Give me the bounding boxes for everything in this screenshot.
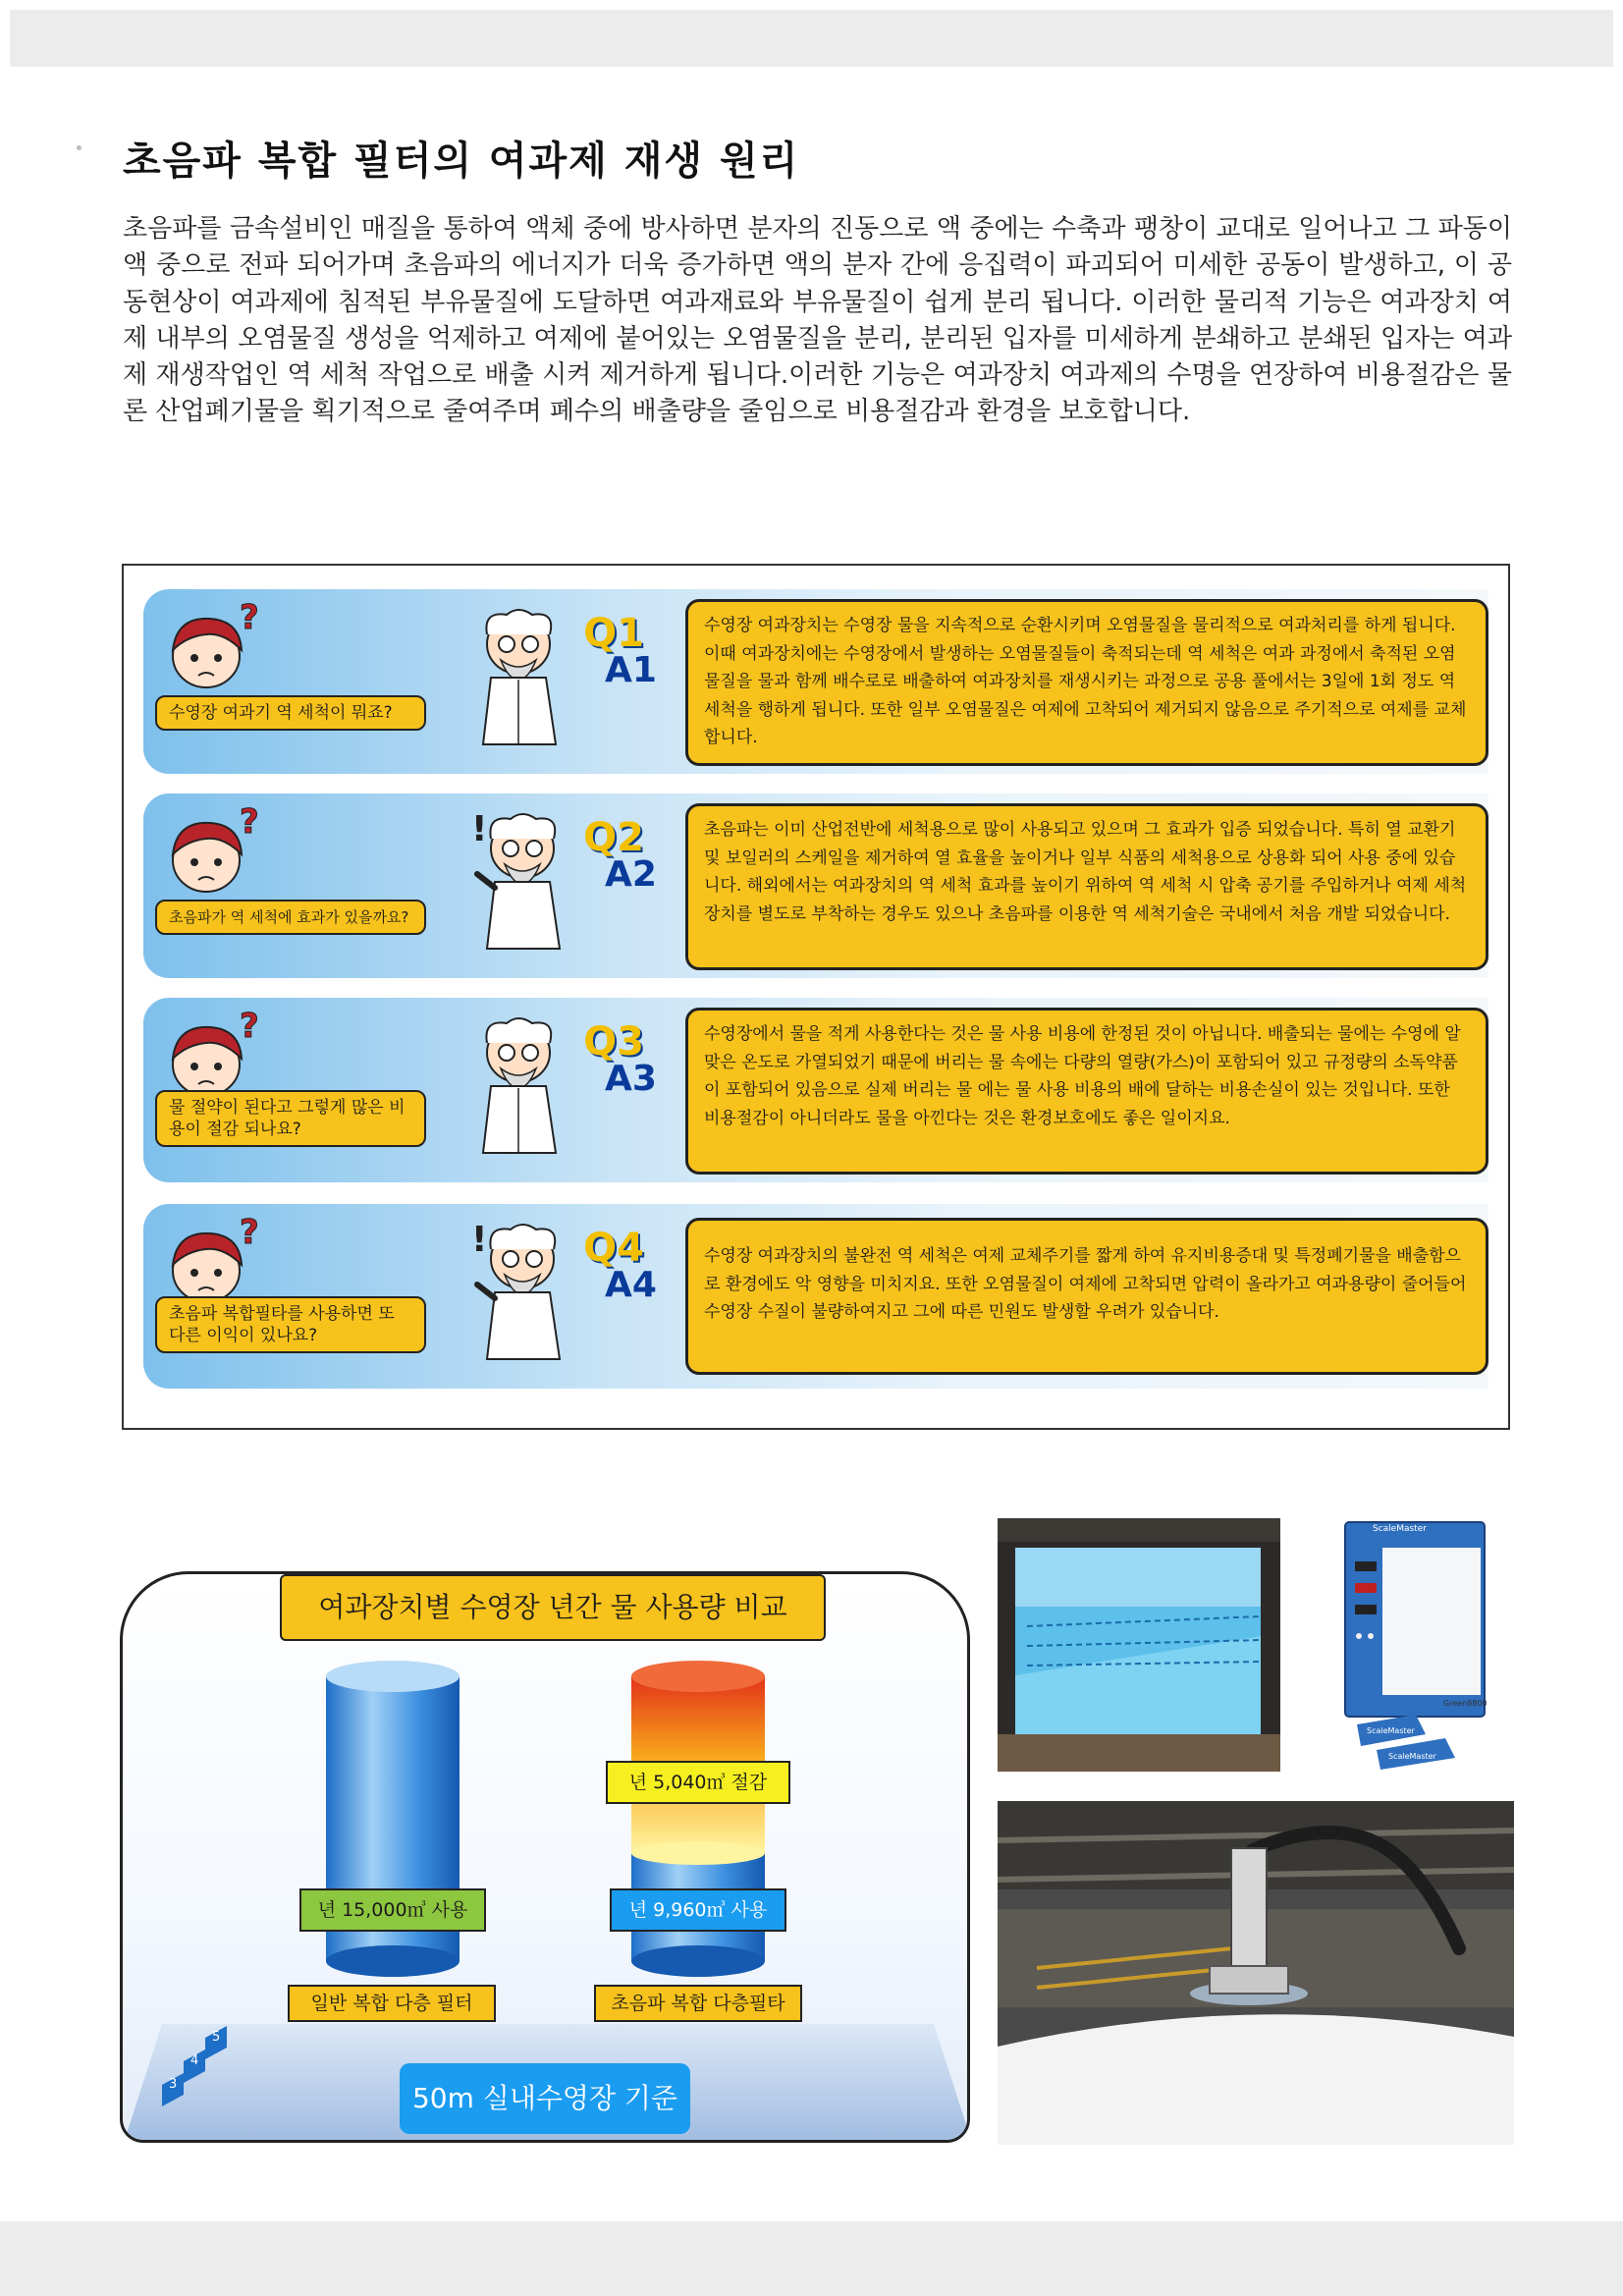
- qa-section: [122, 564, 1510, 1430]
- probe-label: ScaleMaster: [1367, 1726, 1415, 1735]
- svg-text:?: ?: [240, 1214, 259, 1252]
- doctor-pointing-icon: [467, 805, 575, 953]
- scan-edge-top: [10, 10, 1613, 67]
- brand-label: ScaleMaster: [1373, 1524, 1427, 1534]
- water-usage-comparison: [120, 1571, 970, 2143]
- cylinder-graphics: [123, 1574, 970, 2143]
- pool-window-photo: [998, 1518, 1280, 1772]
- qa-row-3: [143, 998, 1488, 1182]
- girl-question-icon: [155, 599, 273, 693]
- qa-row-2: [143, 793, 1488, 978]
- transducer-install-image: [998, 1801, 1514, 2145]
- ultrasonic-saving-label: 년 5,040㎥ 절감: [606, 1761, 790, 1804]
- answer-2: 초음파는 이미 산업전반에 세척용으로 많이 사용되고 있으며 그 효과가 입증 되었습니다. 특히 열 교환기 및 보일러의 스케일을 제거하여 열 효율을 높이거나 일부 식품의 세척용으로 상용화 되어 사용 중에 있습니다. 해외에서는 여과장치의 역 세척 효과를 높이기 위하여 역 세척 시 압축 공기를 주입하거나 여제 세척장치를 별도로 부착하는 경우도 있으나 초음파를 이용한 역 세척기술은 국내에서 처음 개발 되었습니다.: [685, 803, 1488, 970]
- answer-1: 수영장 여과장치는 수영장 물을 지속적으로 순환시키며 오염물질을 물리적으로 여과처리를 하게 됩니다. 이때 여과장치에는 수영장에서 발생하는 오염물질들이 축적되는데 역 세척은 여과 과정에서 축적된 오염물질을 물과 함께 배수로로 배출하여 여과장치를 재생시키는 과정으로 공용 풀에서는 3일에 1회 정도 역 세척을 행하게 됩니다. 또한 일부 오염물질은 여제에 고착되어 제거되지 않음으로 주기적으로 여제를 교체 합니다.: [685, 599, 1488, 766]
- svg-text:!: !: [471, 1220, 488, 1260]
- installed-transducer-photo: [998, 1801, 1514, 2145]
- qa-row-1: [143, 589, 1488, 774]
- a2-tag: A2: [605, 854, 657, 895]
- scan-edge-bottom: [0, 2221, 1623, 2296]
- intro-paragraph: 초음파를 금속설비인 매질을 통하여 액체 중에 방사하면 분자의 진동으로 액 중에는 수축과 팽창이 교대로 일어나고 그 파동이 액 중으로 전파 되어가며 초음파의 에너지가 더욱 증가하면 액의 분자 간에 응집력이 파괴되어 미세한 공동이 발생하고, 이 공동현상이 여과제에 침적된 부유물질에 도달하면 여과재료와 부유물질이 쉽게 분리 됩니다. 이러한 물리적 기능은 여과장치 여제 내부의 오염물질 생성을 억제하고 여제에 붙어있는 오염물질을 분리, 분리된 입자를 미세하게 분쇄하고 분쇄된 입자는 여과제 재생작업인 역 세척 작업으로 배출 시켜 제거하게 됩니다.이러한 기능은 여과장치 여과제의 수명을 연장하여 비용절감은 물론 산업폐기물을 획기적으로 줄여주며 폐수의 배출량을 줄임으로 비용절감과 환경을 보호합니다.: [123, 214, 1512, 427]
- girl-question-icon: [155, 1214, 273, 1308]
- base-condition-label: 50m 실내수영장 기준: [400, 2063, 690, 2134]
- question-2: 초음파가 역 세척에 효과가 있을까요?: [155, 900, 426, 935]
- scalemaster-product-photo: [1337, 1518, 1506, 1772]
- girl-question-icon: [155, 1008, 273, 1102]
- qa-row-4: [143, 1204, 1488, 1389]
- page-title: 초음파 복합 필터의 여과제 재생 원리: [123, 138, 800, 184]
- probe-label: ScaleMaster: [1388, 1752, 1436, 1761]
- pool-window-image: [998, 1518, 1280, 1772]
- general-filter-label: 일반 복합 다층 필터: [288, 1985, 496, 2022]
- svg-text:?: ?: [240, 1008, 259, 1046]
- question-3: 물 절약이 된다고 그렇게 많은 비용이 절감 되나요?: [155, 1090, 426, 1147]
- lane-number: 5: [212, 2030, 221, 2045]
- q3-tag: Q3: [583, 1019, 644, 1065]
- a1-tag: A1: [605, 650, 657, 690]
- answer-4: 수영장 여과장치의 불완전 역 세척은 여제 교체주기를 짧게 하여 유지비용증대 및 특정폐기물을 배출함으로 환경에도 악 영향을 미치지요. 또한 오염물질이 여제에 고착되면 압력이 올라가고 여과용량이 줄어들어 수영장 수질이 불량하여지고 그에 따른 민원도 발생할 우려가 있습니다.: [685, 1218, 1488, 1375]
- svg-text:?: ?: [240, 599, 259, 637]
- question-4: 초음파 복합필타를 사용하면 또 다른 이익이 있나요?: [155, 1296, 426, 1353]
- comparison-title: 여과장치별 수영장 년간 물 사용량 비교: [280, 1574, 826, 1641]
- ultrasonic-filter-label: 초음파 복합 다층필타: [594, 1985, 802, 2022]
- model-label: Green8800: [1443, 1699, 1488, 1708]
- ultrasonic-usage-label: 년 9,960㎥ 사용: [610, 1888, 786, 1932]
- question-1: 수영장 여과기 역 세척이 뭐죠?: [155, 695, 426, 731]
- answer-3: 수영장에서 물을 적게 사용한다는 것은 물 사용 비용에 한정된 것이 아닙니다. 배출되는 물에는 수영에 알맞은 온도로 가열되었기 때문에 버리는 물 속에는 다량의 열량(가스)이 포함되어 있고 규정량의 소독약품이 포함되어 있음으로 실제 버리는 물 에는 물 사용 비용의 배에 달하는 비용손실이 있는 것입니다. 또한 비용절감이 아니더라도 물을 아낀다는 것은 환경보호에도 좋은 일이지요.: [685, 1008, 1488, 1175]
- doctor-icon: [467, 601, 575, 748]
- q2-tag: Q2: [583, 815, 644, 860]
- a4-tag: A4: [605, 1265, 657, 1305]
- doctor-pointing-icon: [467, 1216, 575, 1363]
- scalemaster-unit-image: [1337, 1518, 1506, 1772]
- q4-tag: Q4: [583, 1226, 644, 1271]
- scan-dot: [77, 145, 81, 150]
- svg-text:!: !: [471, 809, 488, 849]
- a3-tag: A3: [605, 1059, 657, 1099]
- lane-number: 4: [190, 2053, 199, 2068]
- q1-tag: Q1: [583, 611, 644, 656]
- girl-question-icon: [155, 803, 273, 898]
- general-usage-label: 년 15,000㎥ 사용: [299, 1888, 486, 1932]
- lane-number: 3: [169, 2077, 178, 2092]
- svg-text:?: ?: [240, 803, 259, 842]
- doctor-icon: [467, 1010, 575, 1157]
